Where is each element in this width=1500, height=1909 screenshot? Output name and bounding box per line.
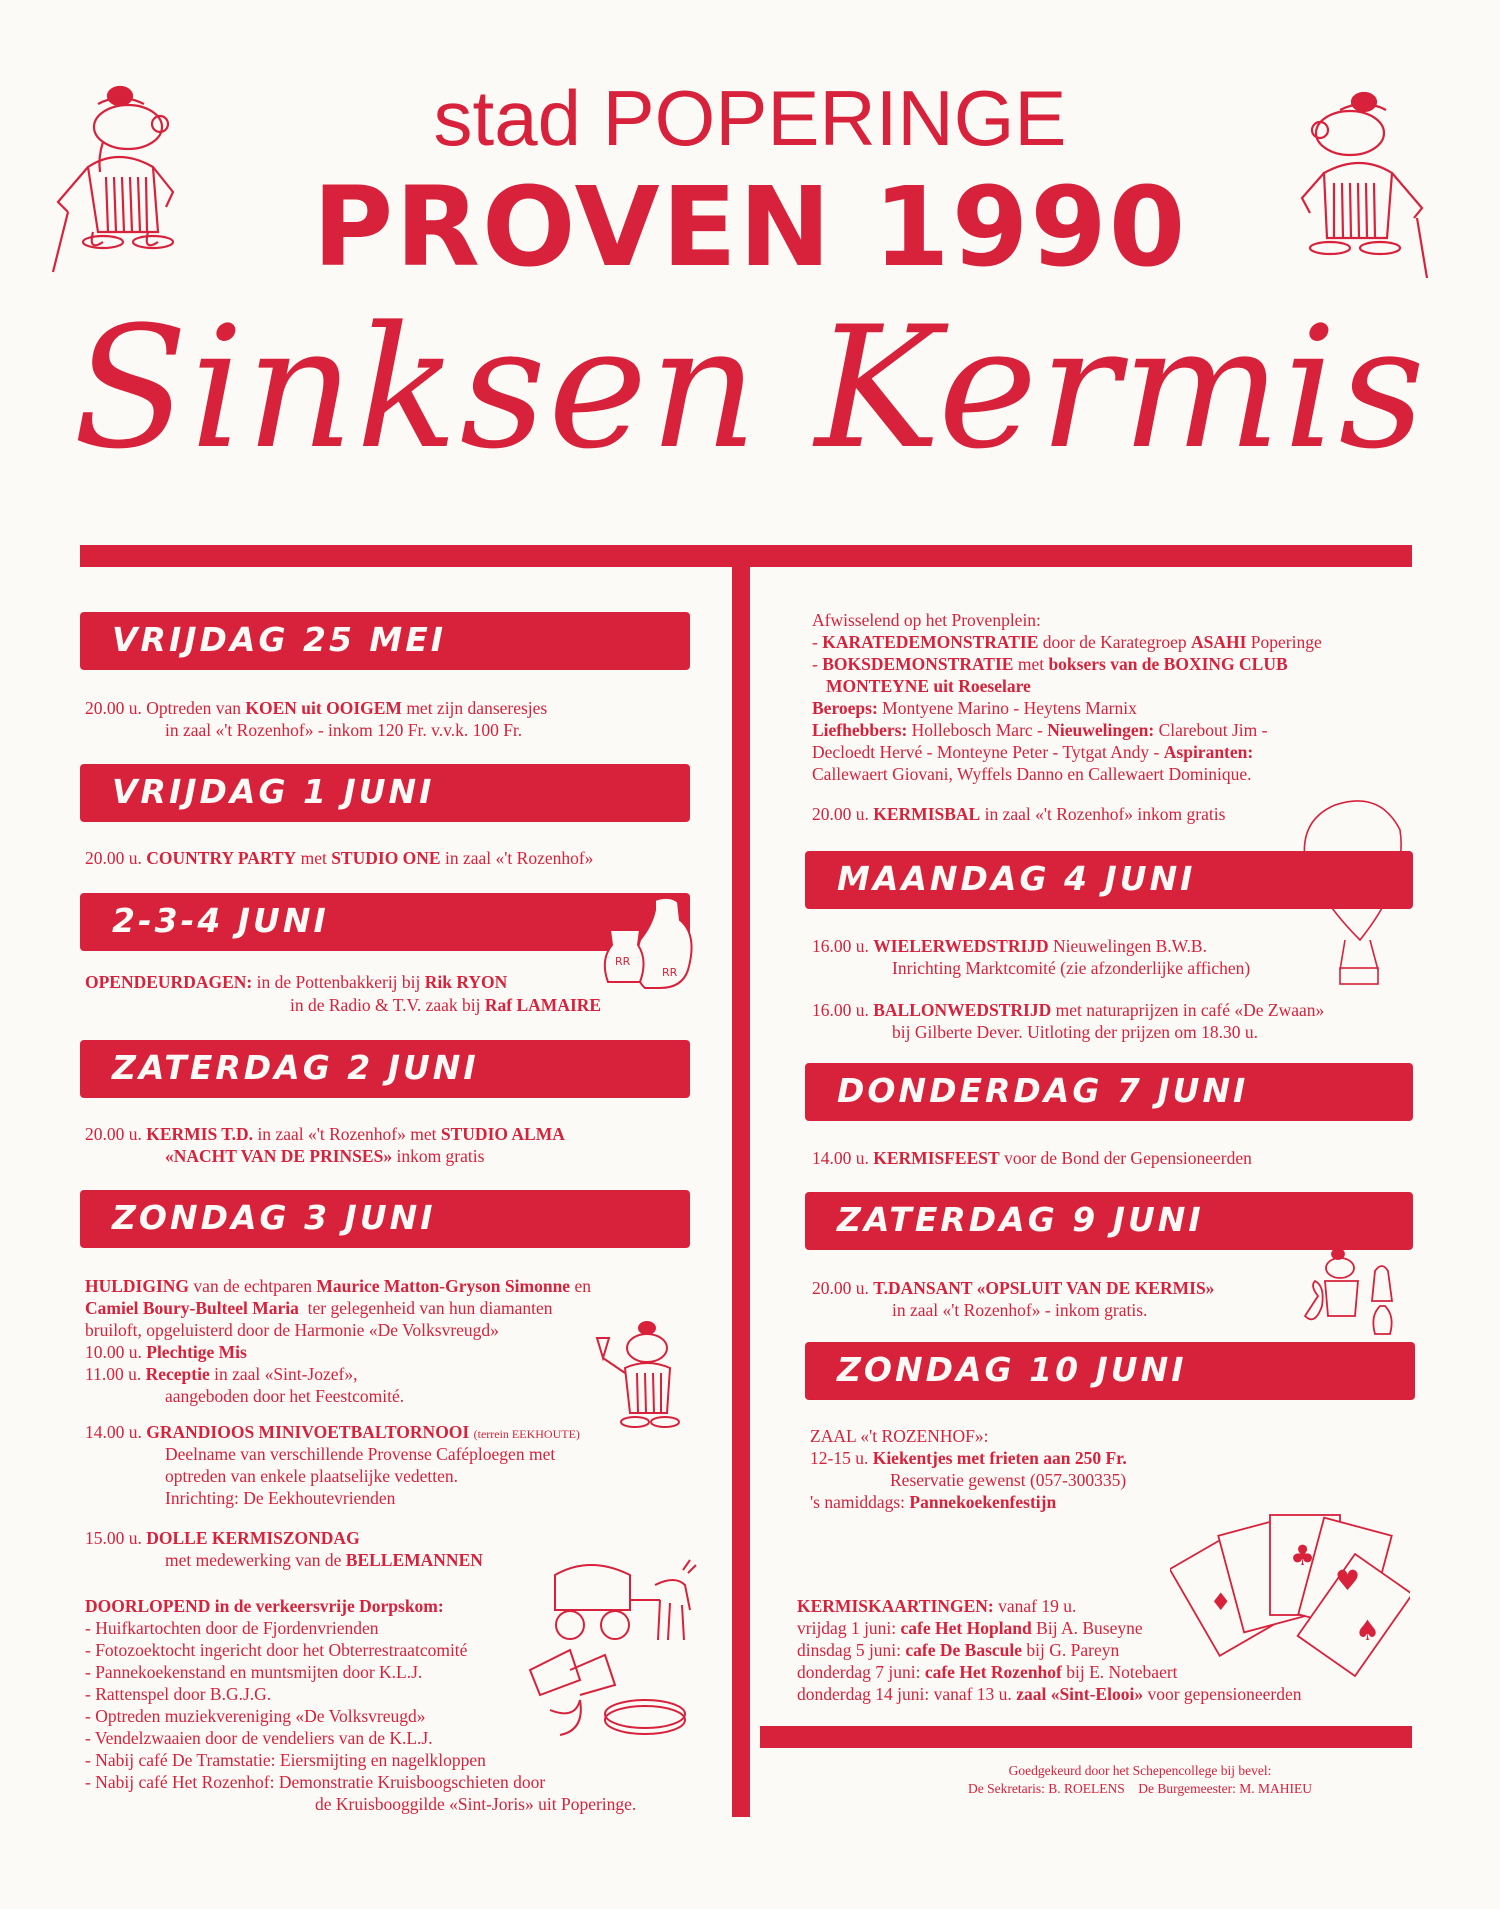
doorlopend-title: DOORLOPEND in de verkeersvrije Dorpskom: bbox=[85, 1596, 444, 1616]
header-title: PROVEN 1990 bbox=[312, 163, 1188, 291]
doorlopend-item: - Fotozoektocht ingericht door het Obterrestraatcomité bbox=[85, 1640, 468, 1660]
clown-left-illustration bbox=[48, 82, 208, 282]
center-rule bbox=[732, 545, 750, 1817]
doorlopend-item: - Nabij café Het Rozenhof: Demonstratie Kruisboogschieten door bbox=[85, 1772, 546, 1792]
doorlopend-item: - Optreden muziekvereniging «De Volksvreugd» bbox=[85, 1706, 426, 1726]
event-text: 20.00 u. Optreden van KOEN uit OOIGEM met zijn danseresjes bbox=[85, 698, 548, 718]
banner-zondag-3-juni: ZONDAG 3 JUNI bbox=[80, 1190, 690, 1248]
event-text: in zaal «'t Rozenhof» - inkom 120 Fr. v.v.k. 100 Fr. bbox=[165, 720, 523, 740]
svg-text:♥: ♥ bbox=[1335, 1564, 1361, 1597]
event-text: dinsdag 5 juni: cafe De Bascule bij G. Pareyn bbox=[797, 1640, 1120, 1660]
event-text: bij Gilberte Dever. Uitloting der prijzen om 18.30 u. bbox=[892, 1022, 1258, 1042]
event-text: 11.00 u. Receptie in zaal «Sint-Jozef», bbox=[85, 1364, 358, 1384]
doorlopend-item: - Rattenspel door B.G.J.G. bbox=[85, 1684, 272, 1704]
svg-text:RR: RR bbox=[615, 955, 631, 968]
event-text: 12-15 u. Kiekentjes met frieten aan 250 Fr. bbox=[810, 1448, 1127, 1468]
bottom-right-rule bbox=[760, 1726, 1412, 1748]
svg-text:♠: ♠ bbox=[1355, 1614, 1381, 1647]
svg-text:♦: ♦ bbox=[1210, 1588, 1232, 1616]
event-text: Inrichting: De Eekhoutevrienden bbox=[165, 1488, 396, 1508]
banner-zondag-10-juni: ZONDAG 10 JUNI bbox=[805, 1342, 1415, 1400]
event-text: donderdag 14 juni: vanaf 13 u. zaal «Sint-Elooi» voor gepensioneerden bbox=[797, 1684, 1302, 1704]
signatures-line: De Sekretaris: B. ROELENS De Burgemeester: M. MAHIEU bbox=[968, 1781, 1312, 1796]
clown-guitar-illustration bbox=[1300, 1246, 1410, 1341]
event-text: 20.00 u. KERMIS T.D. in zaal «'t Rozenhof» met STUDIO ALMA bbox=[85, 1124, 565, 1144]
event-text: 's namiddags: Pannekoekenfestijn bbox=[810, 1492, 1057, 1512]
banner-zaterdag-2-juni: ZATERDAG 2 JUNI bbox=[80, 1040, 690, 1098]
header-subtitle: Sinksen Kermis bbox=[72, 290, 1428, 486]
doorlopend-item: de Kruisbooggilde «Sint-Joris» uit Poperinge. bbox=[315, 1794, 637, 1814]
event-text: Beroeps: Montyene Marino - Heytens Marnix bbox=[812, 698, 1137, 718]
event-text: Reservatie gewenst (057-300335) bbox=[890, 1470, 1127, 1490]
header-city: stad POPERINGE bbox=[433, 74, 1067, 162]
event-text: 20.00 u. T.DANSANT «OPSLUIT VAN DE KERMIS» bbox=[812, 1278, 1215, 1298]
event-text: 14.00 u. KERMISFEEST voor de Bond der Gepensioneerden bbox=[812, 1148, 1252, 1168]
event-text: - KARATEDEMONSTRATIE door de Karategroep ASAHI Poperinge bbox=[812, 632, 1322, 652]
event-text: 10.00 u. Plechtige Mis bbox=[85, 1342, 247, 1362]
doorlopend-item: - Vendelzwaaien door de vendeliers van de K.L.J. bbox=[85, 1728, 433, 1748]
banner-maandag-4-juni: MAANDAG 4 JUNI bbox=[805, 851, 1413, 909]
event-text: 14.00 u. GRANDIOOS MINIVOETBALTORNOOI (terrein EEKHOUTE) bbox=[85, 1422, 580, 1442]
event-text: met medewerking van de BELLEMANNEN bbox=[165, 1550, 483, 1570]
event-text: 15.00 u. DOLLE KERMISZONDAG bbox=[85, 1528, 360, 1548]
event-text: ZAAL «'t ROZENHOF»: bbox=[810, 1426, 989, 1446]
pottery-illustration bbox=[600, 890, 700, 995]
event-text: 20.00 u. COUNTRY PARTY met STUDIO ONE in zaal «'t Rozenhof» bbox=[85, 848, 594, 868]
banner-2-3-4-juni: 2-3-4 JUNI bbox=[80, 893, 690, 951]
event-text: - BOKSDEMONSTRATIE met boksers van de BOXING CLUB bbox=[812, 654, 1288, 674]
clown-right-illustration bbox=[1272, 88, 1432, 288]
approval-line: Goedgekeurd door het Schepencollege bij bevel: bbox=[1008, 1763, 1272, 1778]
event-text: «NACHT VAN DE PRINSES» inkom gratis bbox=[165, 1146, 485, 1166]
event-text: MONTEYNE uit Roeselare bbox=[826, 676, 1031, 696]
doorlopend-item: - Huifkartochten door de Fjordenvrienden bbox=[85, 1618, 379, 1638]
flags-hat-illustration bbox=[520, 1640, 690, 1750]
event-text: KERMISKAARTINGEN: vanaf 19 u. bbox=[797, 1596, 1077, 1616]
event-text: aangeboden door het Feestcomité. bbox=[165, 1386, 405, 1406]
doorlopend-item: - Nabij café De Tramstatie: Eiersmijting en nagelkloppen bbox=[85, 1750, 486, 1770]
banner-zaterdag-9-juni: ZATERDAG 9 JUNI bbox=[805, 1192, 1413, 1250]
event-text: Callewaert Giovani, Wyffels Danno en Callewaert Dominique. bbox=[812, 764, 1252, 784]
event-text: Liefhebbers: Hollebosch Marc - Nieuwelingen: Clarebout Jim - bbox=[812, 720, 1268, 740]
banner-vrijdag-1-juni: VRIJDAG 1 JUNI bbox=[80, 764, 690, 822]
event-text: Afwisselend op het Provenplein: bbox=[812, 610, 1041, 630]
event-text: optreden van enkele plaatselijke vedetten. bbox=[165, 1466, 458, 1486]
svg-text:♣: ♣ bbox=[1290, 1539, 1316, 1572]
clown-toast-illustration bbox=[585, 1318, 695, 1438]
event-text: 20.00 u. KERMISBAL in zaal «'t Rozenhof» inkom gratis bbox=[812, 804, 1226, 824]
event-text: in de Radio & T.V. zaak bij Raf LAMAIRE bbox=[290, 995, 602, 1015]
event-text: 16.00 u. BALLONWEDSTRIJD met naturaprijzen in café «De Zwaan» bbox=[812, 1000, 1325, 1020]
banner-donderdag-7-juni: DONDERDAG 7 JUNI bbox=[805, 1063, 1413, 1121]
event-text: Inrichting Marktcomité (zie afzonderlijke affichen) bbox=[892, 958, 1251, 978]
event-text: vrijdag 1 juni: cafe Het Hopland Bij A. Buseyne bbox=[797, 1618, 1143, 1638]
event-text: Camiel Boury-Bulteel Maria ter gelegenheid van hun diamanten bbox=[85, 1298, 553, 1318]
event-text: 16.00 u. WIELERWEDSTRIJD Nieuwelingen B.W.B. bbox=[812, 936, 1207, 956]
event-text: Deelname van verschillende Provense Caféploegen met bbox=[165, 1444, 556, 1464]
svg-text:RR: RR bbox=[662, 966, 678, 979]
event-text: bruiloft, opgeluisterd door de Harmonie «De Volksvreugd» bbox=[85, 1320, 499, 1340]
doorlopend-item: - Pannekoekenstand en muntsmijten door K.L.J. bbox=[85, 1662, 423, 1682]
event-text: HULDIGING van de echtparen Maurice Matton-Gryson Simonne en bbox=[85, 1276, 591, 1296]
event-text: donderdag 7 juni: cafe Het Rozenhof bij E. Notebaert bbox=[797, 1662, 1178, 1682]
event-text: Decloedt Hervé - Monteyne Peter - Tytgat Andy - Aspiranten: bbox=[812, 742, 1254, 762]
carriage-illustration bbox=[550, 1555, 700, 1645]
event-text: in zaal «'t Rozenhof» - inkom gratis. bbox=[892, 1300, 1148, 1320]
banner-vrijdag-25-mei: VRIJDAG 25 MEI bbox=[80, 612, 690, 670]
event-text: OPENDEURDAGEN: in de Pottenbakkerij bij Rik RYON bbox=[85, 972, 508, 992]
